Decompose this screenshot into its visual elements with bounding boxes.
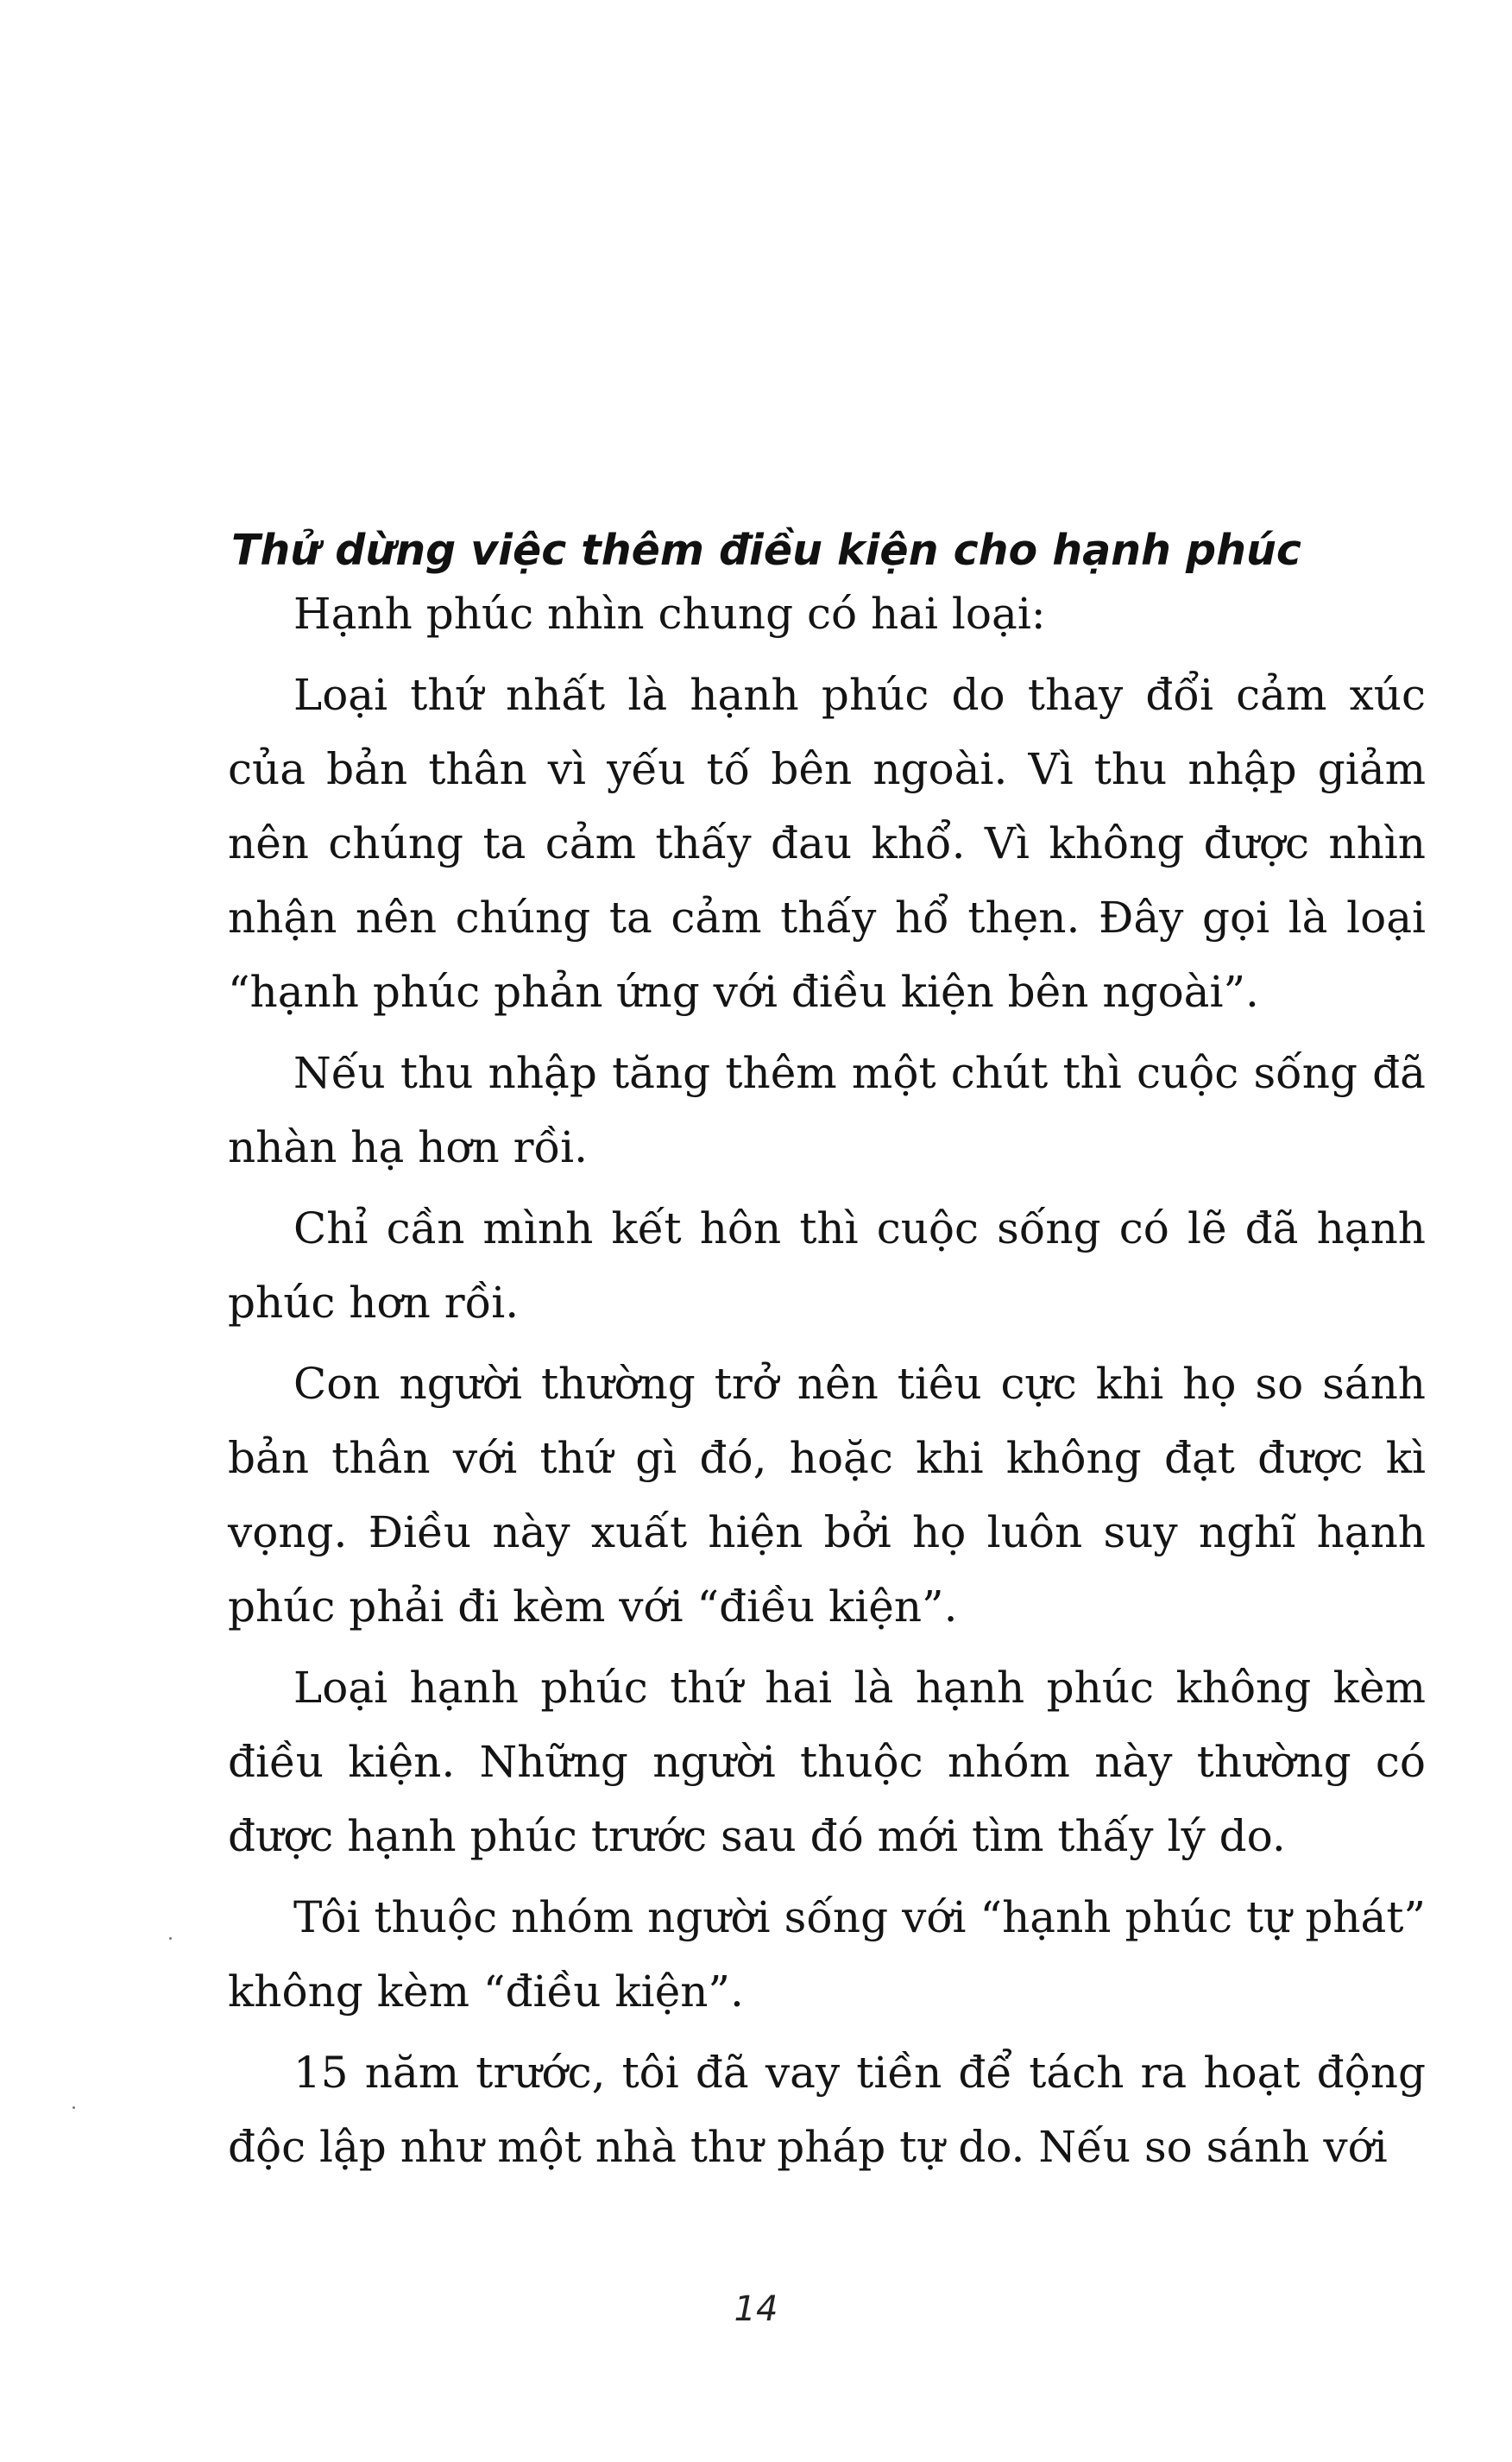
paragraph: Loại thứ nhất là hạnh phúc do thay đổi cảm xúc của bản thân vì yếu tố bên ngoài. Vì thu nhập giảm nên chúng ta cảm thấy đau khổ. Vì không được nhìn nhận nên chúng ta cảm thấy hổ thẹn. Đây gọi là loại “hạnh phúc phản ứng với điều kiện bên ngoài”. xyxy=(228,670,1426,1017)
page-number: 14 xyxy=(734,2289,778,2329)
paragraph: Chỉ cần mình kết hôn thì cuộc sống có lẽ đã hạnh phúc hơn rồi. xyxy=(228,1203,1426,1328)
scan-speck xyxy=(72,2106,75,2109)
paragraph: Loại hạnh phúc thứ hai là hạnh phúc không kèm điều kiện. Những người thuộc nhóm này thường có được hạnh phúc trước sau đó mới tìm thấy lý do. xyxy=(228,1663,1426,1861)
paragraph: Tôi thuộc nhóm người sống với “hạnh phúc tự phát” không kèm “điều kiện”. xyxy=(228,1892,1426,2017)
paragraph: Con người thường trở nên tiêu cực khi họ so sánh bản thân với thứ gì đó, hoặc khi không đạt được kì vọng. Điều này xuất hiện bởi họ luôn suy nghĩ hạnh phúc phải đi kèm với “điều kiện”. xyxy=(228,1359,1426,1632)
paragraph: 15 năm trước, tôi đã vay tiền để tách ra hoạt động độc lập như một nhà thư pháp tự do. Nếu so sánh với xyxy=(228,2048,1426,2172)
paragraph: Hạnh phúc nhìn chung có hai loại: xyxy=(293,589,1046,639)
scan-speck xyxy=(169,1937,172,1940)
paragraph: Nếu thu nhập tăng thêm một chút thì cuộc sống đã nhàn hạ hơn rồi. xyxy=(228,1048,1426,1172)
section-heading: Thử dừng việc thêm điều kiện cho hạnh phúc xyxy=(231,526,1301,575)
body-text xyxy=(228,577,1426,2191)
